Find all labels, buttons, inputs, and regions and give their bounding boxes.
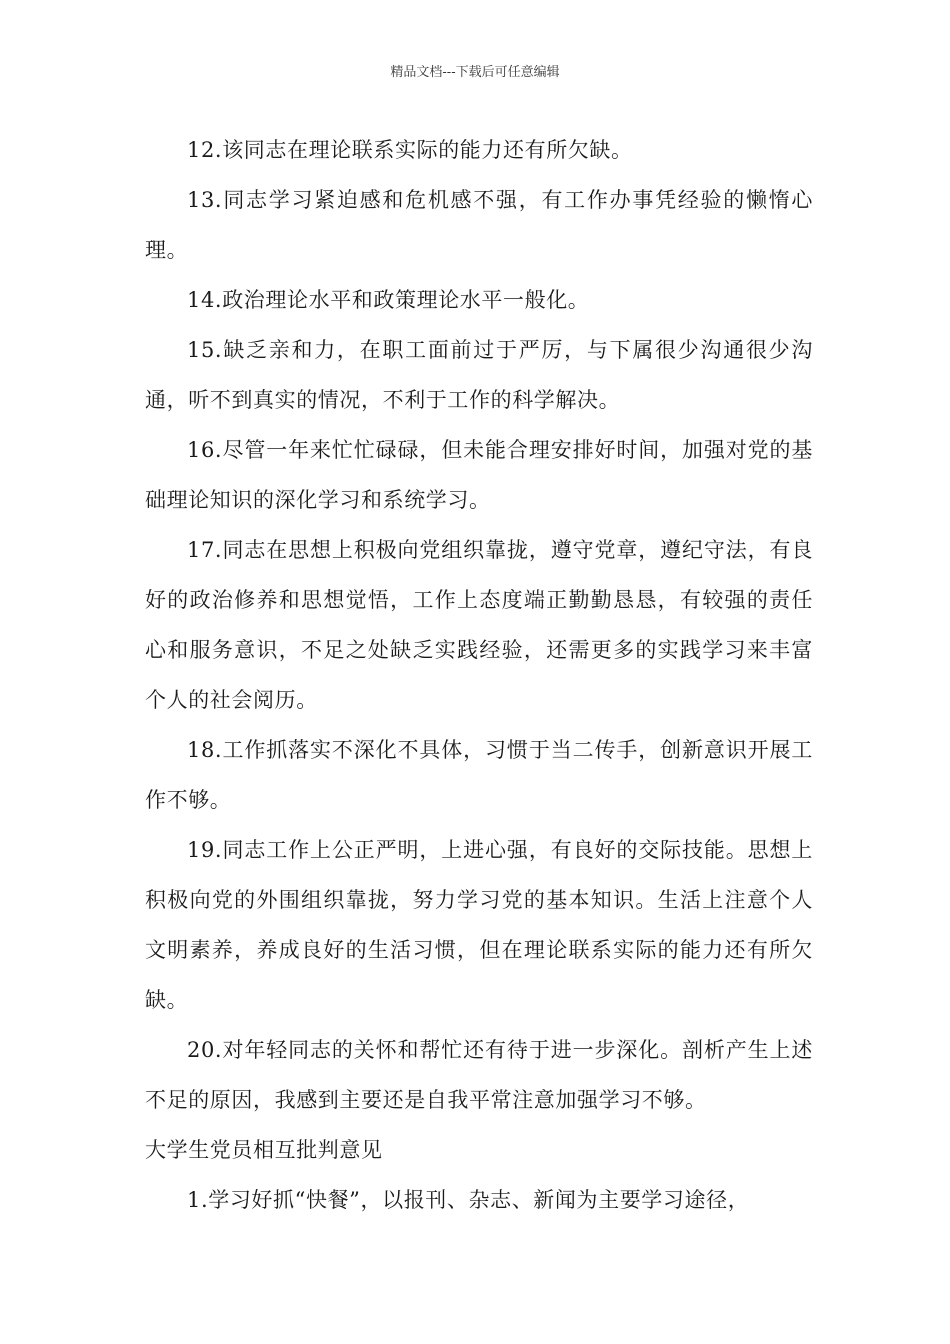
paragraph-15: 15.缺乏亲和力，在职工面前过于严厉，与下属很少沟通很少沟通，听不到真实的情况，不利于工作的科学解决。 (145, 338, 813, 412)
document-body (145, 125, 813, 1225)
paragraph-14: 14.政治理论水平和政策理论水平一般化。 (187, 288, 590, 312)
paragraph-1: 1.学习好抓“快餐”，以报刊、杂志、新闻为主要学习途径， (187, 1188, 750, 1212)
paragraph-12: 12.该同志在理论联系实际的能力还有所欠缺。 (187, 138, 633, 162)
paragraph-13: 13.同志学习紧迫感和危机感不强，有工作办事凭经验的懒惰心理。 (145, 188, 813, 262)
page-header: 精品文档---下载后可任意编辑 (390, 65, 560, 80)
paragraph-20: 20.对年轻同志的关怀和帮忙还有待于进一步深化。剖析产生上述不足的原因，我感到主要还是自我平常注意加强学习不够。 (145, 1038, 813, 1112)
paragraph-19: 19.同志工作上公正严明，上进心强，有良好的交际技能。思想上积极向党的外围组织靠拢，努力学习党的基本知识。生活上注意个人文明素养，养成良好的生活习惯，但在理论联系实际的能力还有所欠缺。 (145, 838, 813, 1012)
section-heading: 大学生党员相互批判意见 (145, 1138, 383, 1162)
paragraph-16: 16.尽管一年来忙忙碌碌，但未能合理安排好时间，加强对党的基础理论知识的深化学习和系统学习。 (145, 438, 813, 512)
paragraph-18: 18.工作抓落实不深化不具体，习惯于当二传手，创新意识开展工作不够。 (145, 738, 813, 812)
paragraph-17: 17.同志在思想上积极向党组织靠拢，遵守党章，遵纪守法，有良好的政治修养和思想觉悟，工作上态度端正勤勤恳恳，有较强的责任心和服务意识，不足之处缺乏实践经验，还需更多的实践学习来丰富个人的社会阅历。 (145, 538, 813, 712)
